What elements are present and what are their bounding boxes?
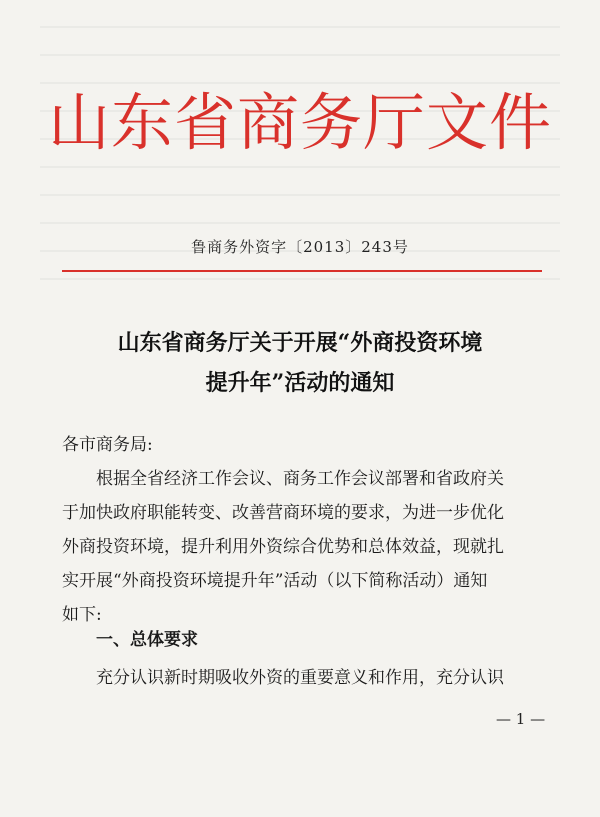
section-heading: 一、总体要求 (96, 630, 198, 650)
notice-title-line-1: 山东省商务厅关于开展“外商投资环境 (117, 330, 483, 356)
notice-title-line-2: 提升年”活动的通知 (205, 370, 395, 396)
body-paragraph (62, 462, 562, 632)
red-separator-line (62, 270, 542, 272)
paragraph-line: 外商投资环境，提升利用外资综合优势和总体效益，现就扎 (62, 537, 504, 557)
salutation: 各市商务局: (62, 435, 153, 455)
paragraph-line: 于加快政府职能转变、改善营商环境的要求，为进一步优化 (62, 503, 504, 523)
page-number: — 1 — (496, 710, 546, 728)
paragraph-line: 如下: (62, 605, 102, 625)
paragraph-line: 根据全省经济工作会议、商务工作会议部署和省政府关 (96, 469, 504, 489)
paragraph-line: 实开展“外商投资环境提升年”活动（以下简称活动）通知 (62, 571, 488, 591)
section-paragraph: 充分认识新时期吸收外资的重要意义和作用，充分认识 (96, 668, 504, 688)
notice-title (0, 323, 600, 403)
document-header-title: 山东省商务厅文件 (47, 86, 552, 159)
document-number: 鲁商务外资字〔2013〕243号 (191, 238, 409, 256)
